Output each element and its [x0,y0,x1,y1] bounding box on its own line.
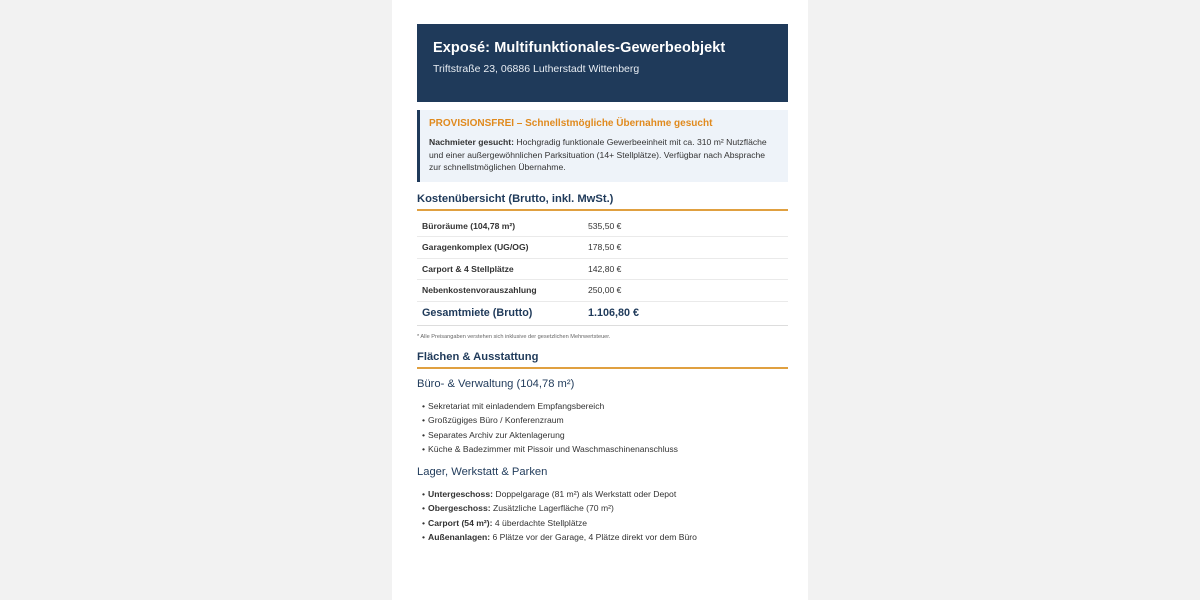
list-item: • Obergeschoss: Zusätzliche Lagerfläche (70 m²) [422,503,614,513]
commission-free-notice [417,110,788,182]
areas-title: Flächen & Ausstattung [417,351,788,369]
list-item: • Küche & Badezimmer mit Pissoir und Waschmaschinenanschluss [422,444,678,454]
expose-header [417,24,788,102]
office-feature-list [417,399,788,457]
list-item: • Carport (54 m²): 4 überdachte Stellplätze [422,517,588,528]
office-subheading: Büro- & Verwaltung (104,78 m²) [417,377,575,390]
storage-subheading: Lager, Werkstatt & Parken [417,465,548,478]
notice-title: PROVISIONSFREI – Schnellstmögliche Übernahme gesucht [429,118,713,129]
total-label: Gesamtmiete (Brutto) [417,301,588,325]
cost-value: 142,80 € [588,258,788,280]
list-item: • Außenanlagen: 6 Plätze vor der Garage, 4 Plätze direkt vor dem Büro [422,532,697,542]
list-item: • Separates Archiv zur Aktenlagerung [422,429,565,440]
cost-overview-title: Kostenübersicht (Brutto, inkl. MwSt.) [417,193,788,211]
table-row [417,280,788,302]
document-page [392,0,808,600]
table-row [417,237,788,259]
total-row [417,301,788,325]
list-item: • Untergeschoss: Doppelgarage (81 m²) als Werkstatt oder Depot [422,488,677,499]
notice-text [429,136,778,174]
vat-footnote: * Alle Preisangaben verstehen sich inklusive der gesetzlichen Mehrwertsteuer. [417,333,611,340]
total-value: 1.106,80 € [588,301,788,325]
cost-label: Garagenkomplex (UG/OG) [417,237,588,259]
cost-value: 178,50 € [588,237,788,259]
table-row [417,258,788,280]
document-content [417,24,788,545]
cost-label: Carport & 4 Stellplätze [417,258,588,280]
list-item: • Sekretariat mit einladendem Empfangsbereich [422,400,605,411]
notice-lead: Nachmieter gesucht: [429,137,515,147]
cost-value: 535,50 € [588,215,788,237]
expose-title: Exposé: Multifunktionales-Gewerbeobjekt [433,40,726,56]
cost-label: Büroräume (104,78 m²) [417,215,588,237]
cost-value: 250,00 € [588,280,788,302]
notice-body: Hochgradig funktionale Gewerbeeinheit mit ca. 310 m² Nutzfläche und einer außergewöhnlichen Parksituation (14+ Stellplätze). Verfügbar nach Absprache zur schnellstmöglichen Übernahme. [429,137,767,172]
cost-label: Nebenkostenvorauszahlung [417,280,588,302]
list-item: • Großzügiges Büro / Konferenzraum [422,415,564,425]
property-address: Triftstraße 23, 06886 Lutherstadt Wittenberg [433,63,640,75]
storage-feature-list [417,487,788,545]
table-row [417,215,788,237]
cost-table [417,215,788,326]
